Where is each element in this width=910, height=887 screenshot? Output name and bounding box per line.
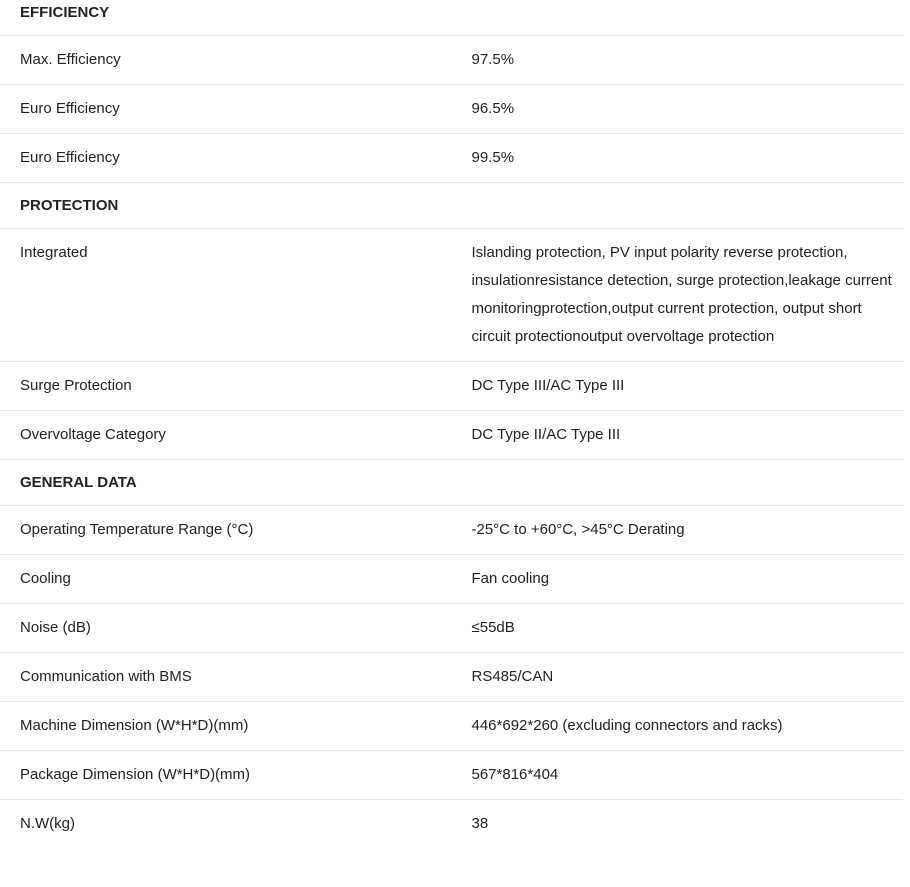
section-header-efficiency [0, 0, 903, 36]
spec-value: 97.5% [452, 36, 904, 85]
section-title: EFFICIENCY [0, 0, 903, 36]
spec-label: Package Dimension (W*H*D)(mm) [0, 751, 452, 800]
table-row [0, 555, 903, 604]
table-row [0, 411, 903, 460]
spec-label: Surge Protection [0, 362, 452, 411]
table-row [0, 702, 903, 751]
spec-value: 567*816*404 [452, 751, 904, 800]
spec-label: Euro Efficiency [0, 134, 452, 183]
section-title: PROTECTION [0, 183, 903, 229]
table-row [0, 85, 903, 134]
spec-value: 446*692*260 (excluding connectors and racks) [452, 702, 904, 751]
spec-value: 96.5% [452, 85, 904, 134]
table-row [0, 362, 903, 411]
spec-label: Operating Temperature Range (°C) [0, 506, 452, 555]
table-row [0, 134, 903, 183]
spec-value: Islanding protection, PV input polarity reverse protection, insulationresistance detection, surge protection,leakage current monitoringprotection,output current protection, output short circuit protectionoutput overvoltage protection [452, 229, 904, 362]
spec-value: RS485/CAN [452, 653, 904, 702]
spec-label: Communication with BMS [0, 653, 452, 702]
spec-label: Machine Dimension (W*H*D)(mm) [0, 702, 452, 751]
spec-value: Fan cooling [452, 555, 904, 604]
spec-value: -25°C to +60°C, >45°C Derating [452, 506, 904, 555]
spec-label: Noise (dB) [0, 604, 452, 653]
section-header-protection [0, 183, 903, 229]
spec-label: Max. Efficiency [0, 36, 452, 85]
table-row [0, 506, 903, 555]
spec-value: ≤55dB [452, 604, 904, 653]
table-row [0, 36, 903, 85]
table-row [0, 800, 903, 849]
spec-label: N.W(kg) [20, 815, 75, 832]
spec-value: 99.5% [452, 134, 904, 183]
table-row [0, 604, 903, 653]
spec-label: Overvoltage Category [0, 411, 452, 460]
table-row [0, 229, 903, 362]
table-row [0, 653, 903, 702]
table-row [0, 751, 903, 800]
spec-label: Integrated [0, 229, 452, 362]
spec-value: DC Type III/AC Type III [452, 362, 904, 411]
spec-label: Euro Efficiency [0, 85, 452, 134]
section-title: GENERAL DATA [0, 460, 903, 506]
spec-label: Cooling [0, 555, 452, 604]
section-header-general-data [0, 460, 903, 506]
spec-value: 38 [471, 815, 489, 832]
spec-value: DC Type II/AC Type III [452, 411, 904, 460]
